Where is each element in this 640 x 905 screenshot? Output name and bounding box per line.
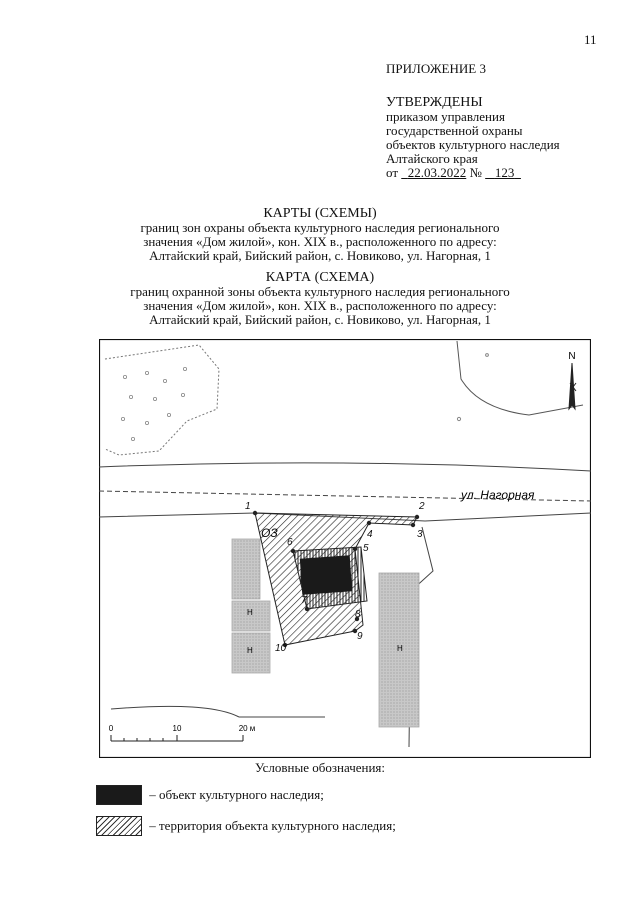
main-subtitle-line: значения «Дом жилой», кон. XIX в., расположенного по адресу: [143,234,497,249]
point-label: 7 [301,595,307,606]
approval-line: объектов культурного наследия [386,137,560,152]
point-label: 9 [357,631,363,642]
approval-block [386,96,560,180]
legend-swatch-object [96,785,142,805]
point-label: 6 [287,537,293,548]
point-label: 8 [355,609,361,620]
map-subtitle-line: границ охранной зоны объекта культурного наследия регионального [130,284,510,299]
point-label: 10 [275,643,287,654]
scale-label: 20 м [238,724,256,733]
main-title-block [0,207,640,263]
legend-text: – территория объекта культурного наследия; [149,818,396,833]
building-label: Н [247,608,253,617]
site-map [99,339,591,758]
neighbour-building [232,539,260,599]
point-label: 2 [419,501,425,512]
legend-swatch-territory [96,816,142,836]
legend-title: Условные обозначения: [254,760,386,775]
approval-number: 123 [494,165,515,180]
building-label: Н [247,646,253,655]
approval-date: 22.03.2022 [407,165,467,180]
date-prefix: от [386,165,399,180]
scale-label: 10 [172,724,182,733]
heritage-object [300,555,352,594]
point-label: 5 [363,543,369,554]
point-label: 4 [367,529,373,540]
approval-line: Алтайского края [386,151,478,166]
north-label: N [568,351,576,362]
appendix-label: ПРИЛОЖЕНИЕ 3 [386,61,486,76]
map-title-block [0,271,640,327]
building-label: Н [397,644,403,653]
legend-item-object [96,785,324,805]
point-label: 3 [417,529,423,540]
legend-item-territory [96,816,396,836]
approval-line: государственной охраны [386,123,523,138]
approval-heading: УТВЕРЖДЕНЫ [386,95,483,110]
page-number: 11 [584,32,597,47]
main-title: КАРТЫ (СХЕМЫ) [263,206,377,221]
main-subtitle-line: Алтайский край, Бийский район, с. Новиково, ул. Нагорная, 1 [149,248,491,263]
approval-line: приказом управления [386,109,505,124]
street-label: ул. Нагорная [461,488,535,502]
legend-text: – объект культурного наследия; [149,787,324,802]
point-label: 1 [245,501,251,512]
scale-label: 0 [108,724,114,733]
main-subtitle-line: границ зон охраны объекта культурного наследия регионального [140,220,500,235]
map-subtitle-line: Алтайский край, Бийский район, с. Новиково, ул. Нагорная, 1 [149,312,491,327]
zone-label: ОЗ [261,526,278,540]
map-title: КАРТА (СХЕМА) [265,270,375,285]
approval-date-line [386,166,560,180]
map-subtitle-line: значения «Дом жилой», кон. XIX в., расположенного по адресу: [143,298,497,313]
number-sign: № [469,165,482,180]
